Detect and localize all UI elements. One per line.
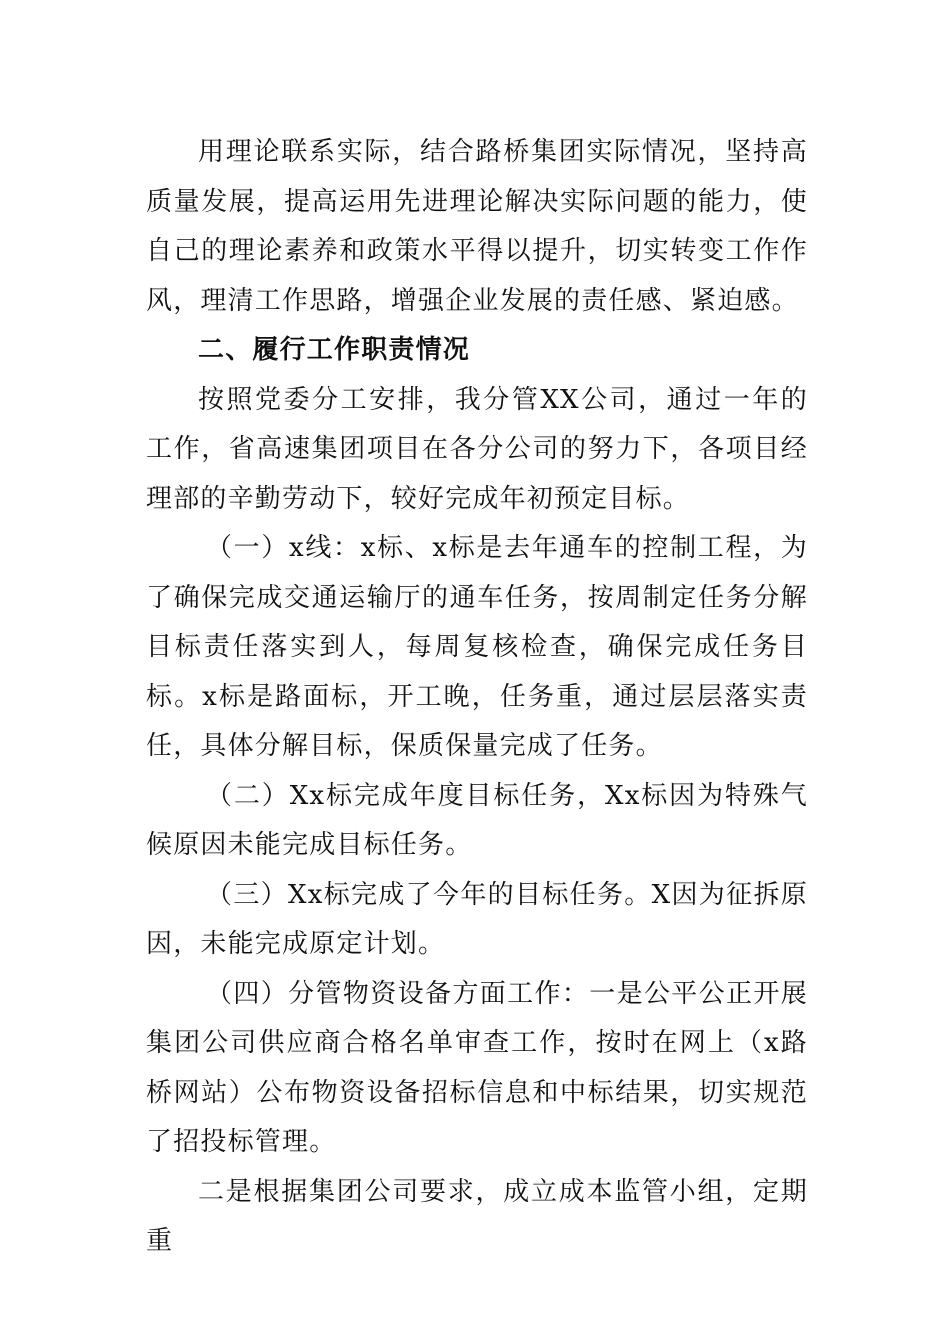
document-page <box>146 128 808 1267</box>
paragraph-cost-supervision: 二是根据集团公司要求，成立成本监管小组，定期重 <box>146 1176 808 1256</box>
paragraph-item-3: （三）Xx标完成了今年的目标任务。X因为征拆原因，未能完成原定计划。 <box>146 879 808 959</box>
paragraph-item-2: （二）Xx标完成年度目标任务，Xx标因为特殊气候原因未能完成目标任务。 <box>146 780 808 860</box>
paragraph-division-of-work: 按照党委分工安排，我分管XX公司，通过一年的工作，省高速集团项目在各分公司的努力下，各项目经理部的辛勤劳动下，较好完成年初预定目标。 <box>146 384 808 514</box>
paragraph-theory-practice: 用理论联系实际，结合路桥集团实际情况，坚持高质量发展，提高运用先进理论解决实际问题的能力，使自己的理论素养和政策水平得以提升，切实转变工作作风，理清工作思路，增强企业发展的责任感、紧迫感。 <box>146 137 808 316</box>
paragraph-item-4: （四）分管物资设备方面工作：一是公平公正开展集团公司供应商合格名单审查工作，按时在网上（x路桥网站）公布物资设备招标信息和中标结果，切实规范了招投标管理。 <box>146 978 808 1157</box>
paragraph-item-1: （一）x线：x标、x标是去年通车的控制工程，为了确保完成交通运输厅的通车任务，按周制定任务分解目标责任落实到人，每周复核检查，确保完成任务目标。x标是路面标，开工晚，任务重，通过层层落实责任，具体分解目标，保质保量完成了任务。 <box>146 533 808 761</box>
section-heading-duties: 二、履行工作职责情况 <box>198 335 471 365</box>
